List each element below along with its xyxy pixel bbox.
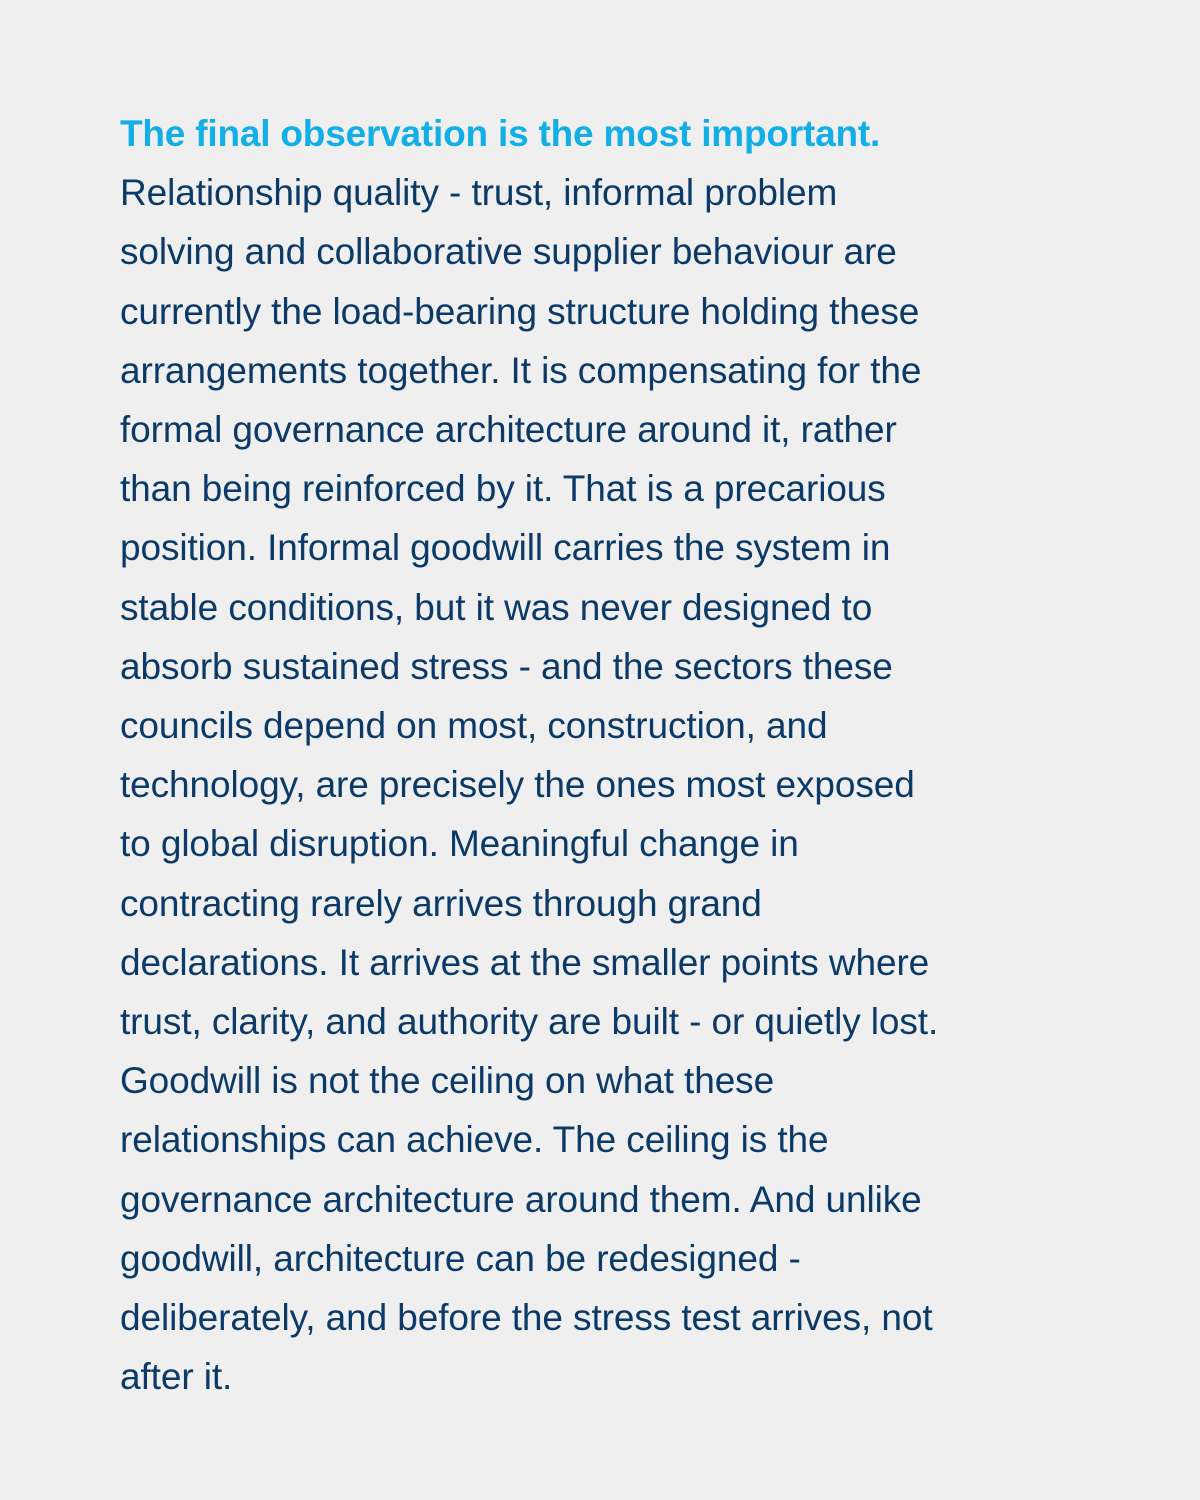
headline: The final observation is the most important. [120, 113, 881, 154]
body-line: declarations. It arrives at the smaller points where [120, 941, 930, 983]
body-line: arrangements together. It is compensating for the [120, 349, 922, 391]
body-line: after it. [120, 1356, 233, 1398]
body-line: goodwill, architecture can be redesigned - [120, 1237, 801, 1279]
body-line: than being reinforced by it. That is a precarious [120, 468, 886, 510]
body-line: currently the load-bearing structure holding these [120, 290, 920, 332]
body-line: contracting rarely arrives through grand [120, 882, 762, 924]
body-line: technology, are precisely the ones most exposed [120, 764, 915, 806]
body-line: stable conditions, but it was never designed to [120, 586, 873, 628]
body-line: councils depend on most, construction, and [120, 705, 828, 747]
body-line: absorb sustained stress - and the sectors these [120, 645, 893, 687]
body-line: position. Informal goodwill carries the system in [120, 527, 891, 569]
body-line: trust, clarity, and authority are built - or quietly lost. [120, 1001, 939, 1043]
body-line: formal governance architecture around it, rather [120, 409, 897, 451]
body-line: Goodwill is not the ceiling on what these [120, 1060, 775, 1102]
body-line: governance architecture around them. And unlike [120, 1178, 922, 1220]
body-line: to global disruption. Meaningful change in [120, 823, 799, 865]
body-line: relationships can achieve. The ceiling is the [120, 1119, 829, 1161]
body-line: solving and collaborative supplier behaviour are [120, 231, 897, 273]
body-line: Relationship quality - trust, informal problem [120, 172, 838, 214]
body-line: deliberately, and before the stress test arrives, not [120, 1297, 933, 1339]
text-block [120, 104, 1080, 1406]
